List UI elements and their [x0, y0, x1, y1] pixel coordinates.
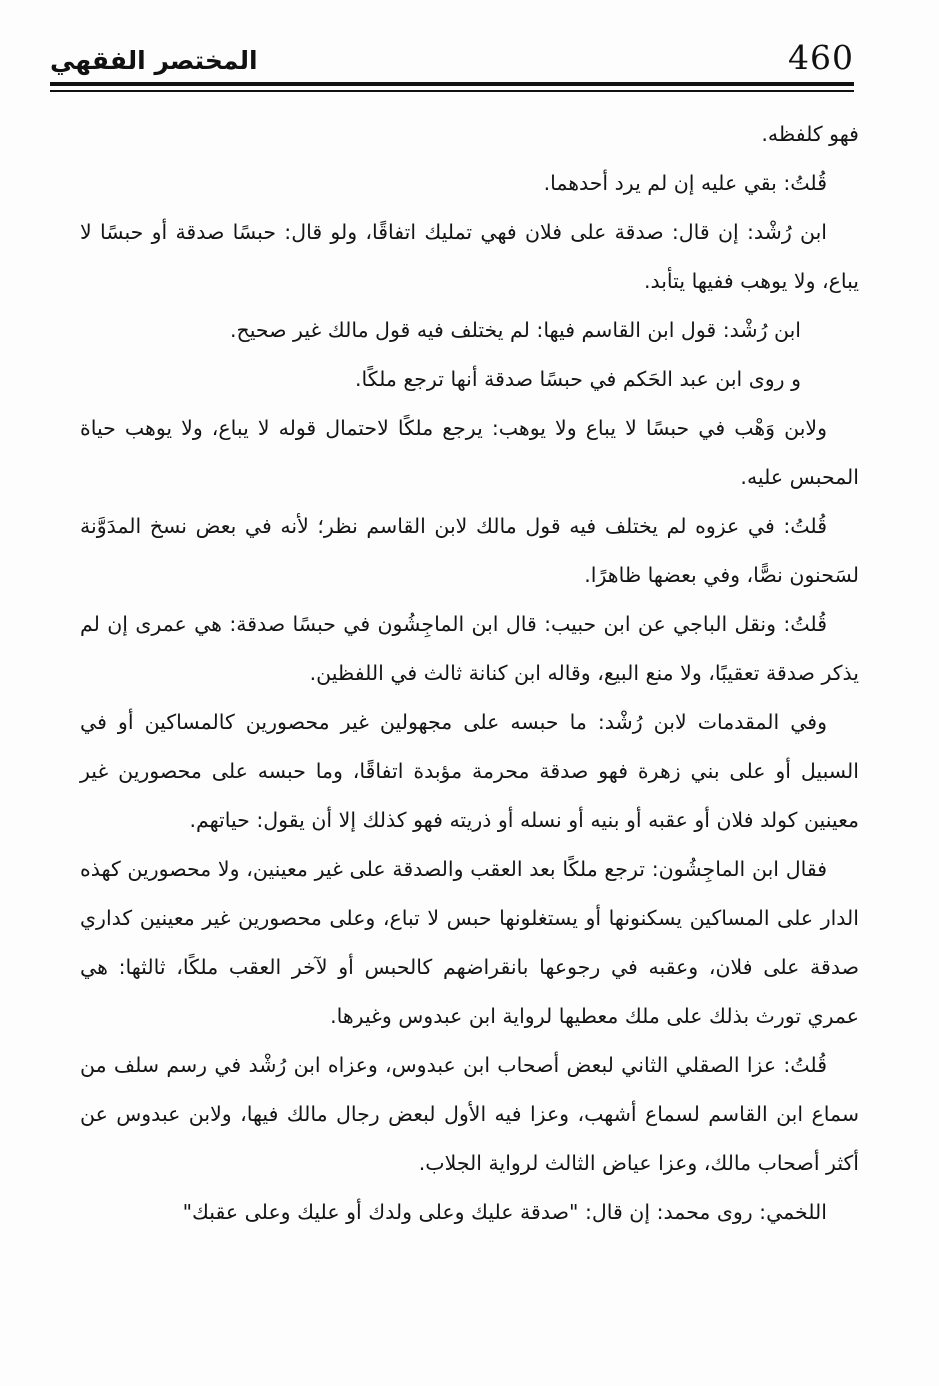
paragraph-2: قُلتُ: بقي عليه إن لم يرد أحدهما. — [543, 171, 827, 195]
header-rule-thin — [50, 90, 854, 92]
paragraph-3: ابن رُشْد: إن قال: صدقة على فلان فهي تمليك اتفاقًا، ولو قال: حبسًا صدقة أو حبسًا لا يباع، ولا يوهب ففيها يتأبد. — [80, 220, 859, 293]
paragraph-11: قُلتُ: عزا الصقلي الثاني لبعض أصحاب ابن عبدوس، وعزاه ابن رُشْد في رسم سلف من سماع ابن القاسم لسماع أشهب، وعزا فيه الأول لبعض رجال مالك فيها، ولابن عبدوس عن أكثر أصحاب مالك، وعزا عياض الثالث لرواية الجلاب. — [80, 1053, 859, 1175]
page-header — [50, 30, 854, 90]
paragraph-7: قُلتُ: في عزوه لم يختلف فيه قول مالك لابن القاسم نظر؛ لأنه في بعض نسخ المدَوَّنة لسَحنون نصًّا، وفي بعضها ظاهرًا. — [80, 514, 859, 587]
paragraph-12: اللخمي: روى محمد: إن قال: "صدقة عليك وعلى ولدك أو عليك وعلى عقبك" — [182, 1200, 827, 1224]
body-text — [80, 110, 859, 1237]
paragraph-10: فقال ابن الماجِشُون: ترجع ملكًا بعد العقب والصدقة على غير معينين، ولا محصورين كهذه الدار على المساكين يسكنونها أو يستغلونها حبس لا تباع، وعلى محصورين غير معينين كداري صدقة على فلان، وعقبه في رجوعها بانقراضهم كالحبس أو لآخر العقب ملكًا، ثالثها: هي عمري تورث بذلك على ملك معطيها لرواية ابن عبدوس وغيرها. — [80, 857, 859, 1028]
paragraph-5: و روى ابن عبد الحَكم في حبسًا صدقة أنها ترجع ملكًا. — [354, 367, 801, 391]
header-rule-thick — [50, 82, 854, 86]
paragraph-1: فهو كلفظه. — [761, 122, 859, 146]
paragraph-8: قُلتُ: ونقل الباجي عن ابن حبيب: قال ابن الماجِشُون في حبسًا صدقة: هي عمرى إن لم يذكر صدقة تعقيبًا، ولا منع البيع، وقاله ابن كنانة ثالث في اللفظين. — [80, 612, 859, 685]
paragraph-6: ولابن وَهْب في حبسًا لا يباع ولا يوهب: يرجع ملكًا لاحتمال قوله لا يباع، ولا يوهب حياة المحبس عليه. — [80, 416, 859, 489]
paragraph-9: وفي المقدمات لابن رُشْد: ما حبسه على مجهولين غير محصورين كالمساكين أو في السبيل أو على بني زهرة فهو صدقة محرمة مؤبدة اتفاقًا، وما حبسه على محصورين غير معينين كولد فلان أو عقبه أو بنيه أو نسله أو ذريته فهو كذلك إلا أن يقول: حياتهم. — [80, 710, 859, 832]
paragraph-4: ابن رُشْد: قول ابن القاسم فيها: لم يختلف فيه قول مالك غير صحيح. — [229, 318, 801, 342]
book-title: المختصر الفقهي — [50, 46, 258, 75]
page-number: 460 — [788, 38, 854, 77]
